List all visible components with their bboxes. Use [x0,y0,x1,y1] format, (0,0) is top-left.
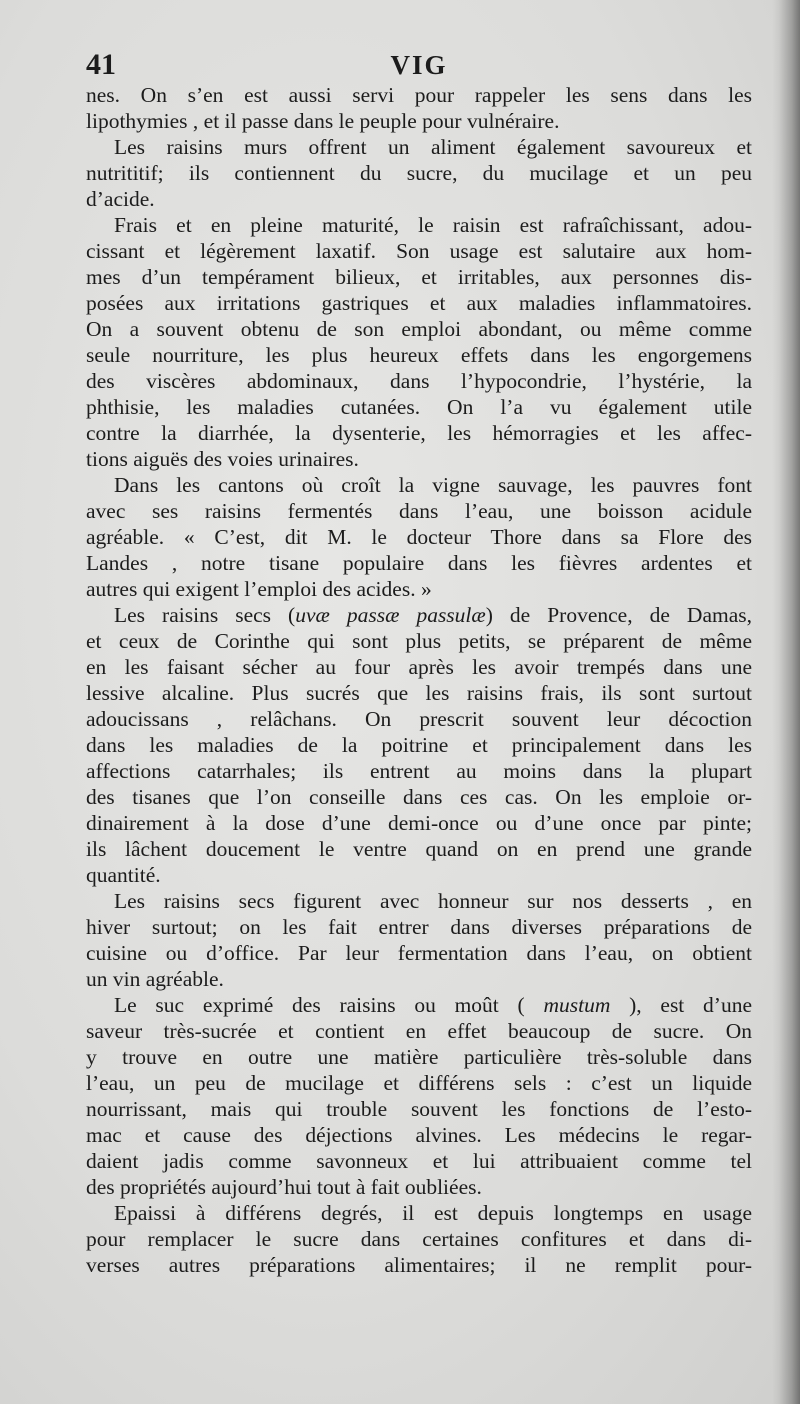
page-edge-shadow [772,0,800,1404]
text-line: d’acide. [86,187,155,211]
latin-term: uvæ passæ passulæ [295,603,486,627]
text-line: nes. On s’en est aussi servi pour rappeler les sens dans les [86,83,752,107]
text-line: quantité. [86,863,161,887]
text-line: des viscères abdominaux, dans l’hypocondrie, l’hystérie, la [86,369,752,393]
text-line: Les raisins murs offrent un aliment également savoureux et [114,135,752,159]
text-line: lipothymies , et il passe dans le peuple pour vulnéraire. [86,109,560,133]
text-line: affections catarrhales; ils entrent au moins dans la plupart [86,759,752,783]
text-line: tions aiguës des voies urinaires. [86,447,359,471]
text-line: lessive alcaline. Plus sucrés que les raisins frais, ils sont surtout [86,681,752,705]
text-line: des tisanes que l’on conseille dans ces cas. On les emploie or- [86,785,752,809]
text-line: adoucissans , relâchans. On prescrit souvent leur décoction [86,707,752,731]
text-line: des propriétés aujourd’hui tout à fait oubliées. [86,1175,482,1199]
text-line: seule nourriture, les plus heureux effets dans les engorgemens [86,343,752,367]
text-line: avec ses raisins fermentés dans l’eau, une boisson acidule [86,499,752,523]
text-line: saveur très-sucrée et contient en effet beaucoup de sucre. On [86,1019,752,1043]
text-line: cuisine ou d’office. Par leur fermentation dans l’eau, on obtient [86,941,752,965]
text-line: ils lâchent doucement le ventre quand on en prend une grande [86,837,752,861]
text-line: Frais et en pleine maturité, le raisin est rafraîchissant, adou- [114,213,752,237]
text-line: nourrissant, mais qui trouble souvent les fonctions de l’esto- [86,1097,752,1121]
text-line: Les raisins secs (uvæ passæ passulæ) de Provence, de Damas, [114,603,752,627]
text-line: On a souvent obtenu de son emploi abondant, ou même comme [86,317,752,341]
text-line: l’eau, un peu de mucilage et différens sels : c’est un liquide [86,1071,752,1095]
body-text [86,82,752,1278]
text-line: autres qui exigent l’emploi des acides. » [86,577,432,601]
text-line: dans les maladies de la poitrine et principalement dans les [86,733,752,757]
text-line: hiver surtout; on les fait entrer dans diverses préparations de [86,915,752,939]
text-line: pour remplacer le sucre dans certaines confitures et dans di- [86,1227,752,1251]
text-line: verses autres préparations alimentaires; il ne remplit pour- [86,1253,752,1277]
text-line: posées aux irritations gastriques et aux maladies inflammatoires. [86,291,752,315]
page-number: 41 [86,48,116,81]
text-line: phthisie, les maladies cutanées. On l’a vu également utile [86,395,752,419]
text-line: agréable. « C’est, dit M. le docteur Thore dans sa Flore des [86,525,752,549]
text-line: Le suc exprimé des raisins ou moût ( mustum ), est d’une [114,993,752,1017]
text-line: Les raisins secs figurent avec honneur sur nos desserts , en [114,889,752,913]
text-line: Dans les cantons où croît la vigne sauvage, les pauvres font [114,473,752,497]
text-line: cissant et légèrement laxatif. Son usage est salutaire aux hom- [86,239,752,263]
text-line: Landes , notre tisane populaire dans les fièvres ardentes et [86,551,752,575]
text-line: daient jadis comme savonneux et lui attribuaient comme tel [86,1149,752,1173]
text-line: et ceux de Corinthe qui sont plus petits, se préparent de même [86,629,752,653]
text-line: contre la diarrhée, la dysenterie, les hémorragies et les affec- [86,421,752,445]
text-line: Epaissi à différens degrés, il est depuis longtemps en usage [114,1201,752,1225]
running-head: VIG [390,50,448,80]
text-line: y trouve en outre une matière particulière très-soluble dans [86,1045,752,1069]
latin-term: mustum [543,993,611,1017]
text-line: mac et cause des déjections alvines. Les médecins le regar- [86,1123,752,1147]
text-line: mes d’un tempérament bilieux, et irritables, aux personnes dis- [86,265,752,289]
text-line: dinairement à la dose d’une demi-once ou d’une once par pinte; [86,811,752,835]
page-header [86,48,752,82]
text-line: en les faisant sécher au four après les avoir trempés dans une [86,655,752,679]
text-line: un vin agréable. [86,967,224,991]
text-line: nutrititif; ils contiennent du sucre, du mucilage et un peu [86,161,752,185]
